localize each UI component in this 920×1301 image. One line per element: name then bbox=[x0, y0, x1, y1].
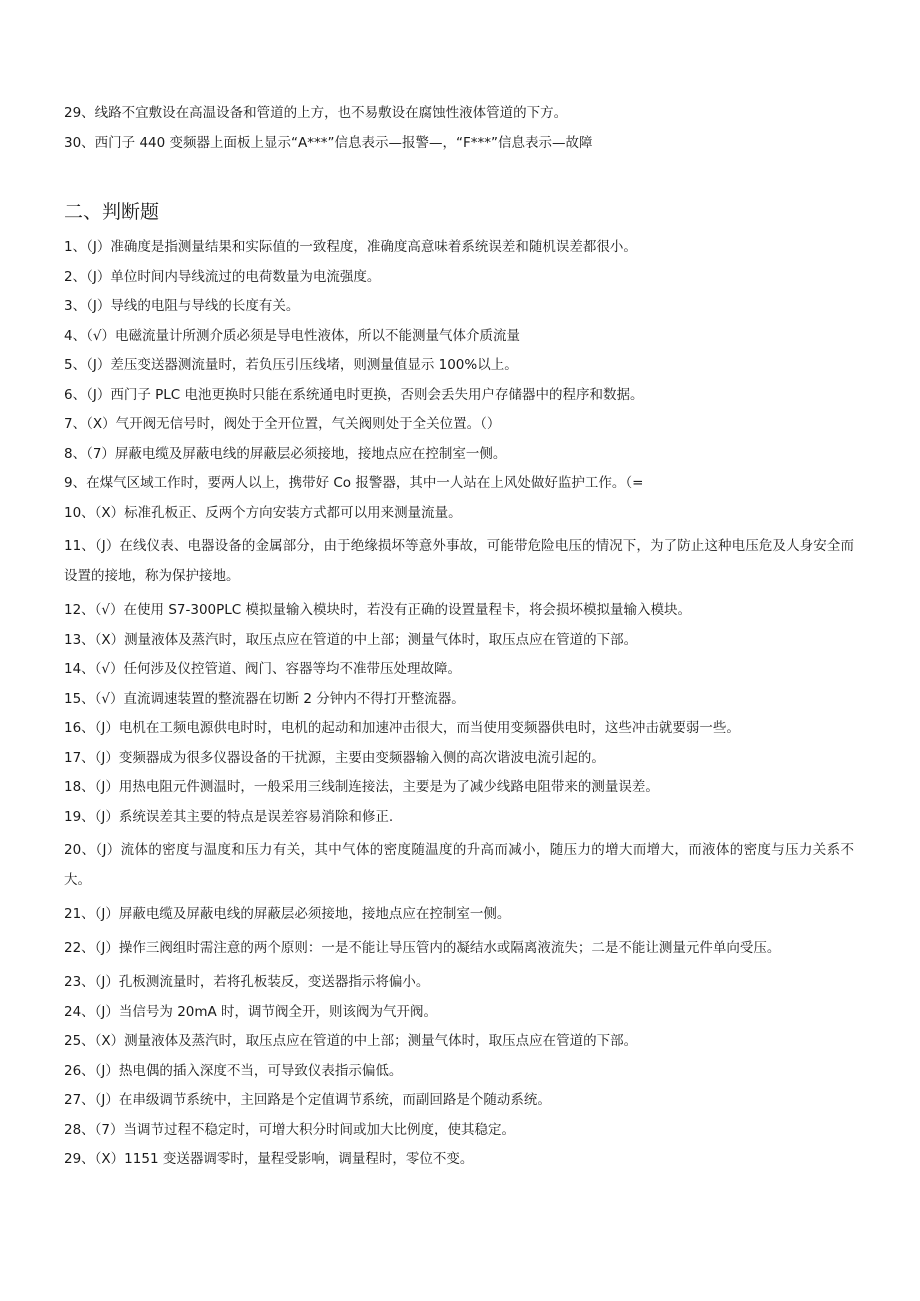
list-item: 25、（X）测量液体及蒸汽时，取压点应在管道的中上部；测量气体时，取压点应在管道的下部。 bbox=[64, 1033, 638, 1049]
list-item: 27、（J）在串级调节系统中，主回路是个定值调节系统，而副回路是个随动系统。 bbox=[64, 1092, 551, 1108]
list-item: 29、（X）1151 变送器调零时，量程受影响，调量程时，零位不变。 bbox=[64, 1151, 474, 1167]
judgment-list bbox=[64, 237, 854, 1179]
list-item: 18、（J）用热电阻元件测温时，一般采用三线制连接法，主要是为了减少线路电阻带来的测量误差。 bbox=[64, 779, 659, 795]
intro-item: 30、西门子 440 变频器上面板上显示“A***”信息表示—报警—，“F***”信息表示—故障 bbox=[64, 135, 593, 151]
list-item: 16、（J）电机在工频电源供电时时，电机的起动和加速冲击很大，而当使用变频器供电时，这些冲击就要弱一些。 bbox=[64, 720, 740, 736]
intro-item: 29、线路不宜敷设在高温设备和管道的上方，也不易敷设在腐蚀性液体管道的下方。 bbox=[64, 105, 568, 121]
list-item: 6、（J）西门子 PLC 电池更换时只能在系统通电时更换，否则会丢失用户存储器中的程序和数据。 bbox=[64, 386, 644, 403]
list-item: 17、（J）变频器成为很多仪器设备的干扰源，主要由变频器输入侧的高次谐波电流引起的。 bbox=[64, 749, 605, 766]
list-item: 10、（X）标准孔板正、反两个方向安装方式都可以用来测量流量。 bbox=[64, 504, 462, 521]
list-item: 3、（J）导线的电阻与导线的长度有关。 bbox=[64, 298, 300, 314]
list-item: 19、（J）系统误差其主要的特点是误差容易消除和修正. bbox=[64, 808, 394, 825]
list-item: 28、（7）当调节过程不稳定时，可增大积分时间或加大比例度，使其稳定。 bbox=[64, 1121, 516, 1138]
list-item: 22、（J）操作三阀组时需注意的两个原则：一是不能让导压管内的凝结水或隔离液流失；二是不能让测量元件单向受压。 bbox=[64, 939, 781, 956]
list-item: 23、（J）孔板测流量时，若将孔板装反，变送器指示将偏小。 bbox=[64, 974, 430, 990]
list-item: 4、（√）电磁流量计所测介质必须是导电性液体，所以不能测量气体介质流量 bbox=[64, 327, 520, 344]
list-item: 11、（J）在线仪表、电器设备的金属部分，由于绝缘损坏等意外事故，可能带危险电压的情况下，为了防止这种电压危及人身安全而设置的接地，称为保护接地。 bbox=[64, 538, 854, 584]
list-item: 24、（J）当信号为 20mA 时，调节阀全开，则该阀为气开阀。 bbox=[64, 1003, 438, 1020]
section-title: 二、判断题 bbox=[64, 201, 160, 223]
list-item: 9、在煤气区域工作时，要两人以上，携带好 Co 报警器，其中一人站在上风处做好监护工作。（= bbox=[64, 475, 644, 491]
list-item: 13、（X）测量液体及蒸汽时，取压点应在管道的中上部；测量气体时，取压点应在管道的下部。 bbox=[64, 631, 638, 648]
list-item: 26、（J）热电偶的插入深度不当，可导致仪表指示偏低。 bbox=[64, 1062, 403, 1079]
list-item: 20、（J）流体的密度与温度和压力有关，其中气体的密度随温度的升高而减小，随压力的增大而增大，而液体的密度与压力关系不大。 bbox=[64, 842, 854, 888]
list-item: 8、（7）屏蔽电缆及屏蔽电线的屏蔽层必须接地，接地点应在控制室一侧。 bbox=[64, 445, 507, 462]
list-item: 2、（J）单位时间内导线流过的电荷数量为电流强度。 bbox=[64, 268, 381, 285]
list-item: 21、（J）屏蔽电缆及屏蔽电线的屏蔽层必须接地，接地点应在控制室一侧。 bbox=[64, 906, 511, 922]
list-item: 14、（√）任何涉及仪控管道、阀门、容器等均不准带压处理故障。 bbox=[64, 661, 462, 677]
list-item: 12、（√）在使用 S7-300PLC 模拟量输入模块时，若没有正确的设置量程卡，将会损坏模拟量输入模块。 bbox=[64, 602, 691, 618]
list-item: 1、（J）准确度是指测量结果和实际值的一致程度，准确度高意味着系统误差和随机误差都很小。 bbox=[64, 239, 637, 255]
list-item: 7、（X）气开阀无信号时，阀处于全开位置，气关阀则处于全关位置。（） bbox=[64, 416, 501, 432]
list-item: 5、（J）差压变送器测流量时，若负压引压线堵，则测量值显示 100%以上。 bbox=[64, 357, 518, 373]
list-item: 15、（√）直流调速装置的整流器在切断 2 分钟内不得打开整流器。 bbox=[64, 690, 465, 707]
